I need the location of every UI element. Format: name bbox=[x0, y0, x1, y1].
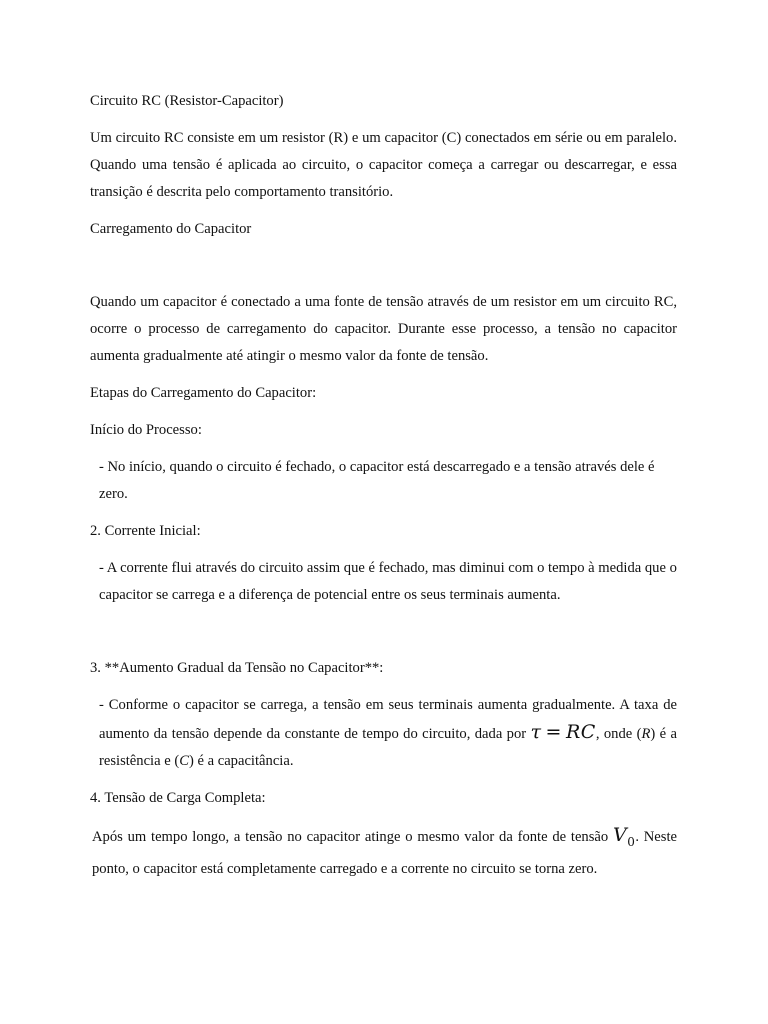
var-r: R bbox=[641, 726, 651, 742]
steps-heading: Etapas do Carregamento do Capacitor: bbox=[90, 385, 317, 401]
step1-heading: Início do Processo: bbox=[90, 422, 202, 438]
step4-body-text-b: . Neste ponto, o capacitor está completamente carregado e a corrente no circuito se torna zero. bbox=[92, 829, 677, 877]
step4-body bbox=[90, 822, 677, 883]
step4-heading: 4. Tensão de Carga Completa: bbox=[90, 790, 266, 806]
v-subscript: 0 bbox=[627, 834, 636, 849]
step2-body: - A corrente flui através do circuito assim que é fechado, mas diminui com o tempo à medida que o capacitor se carrega e a diferença de potencial entre os seus terminais aumenta. bbox=[99, 560, 677, 603]
step3-body-text-b: , onde ( bbox=[595, 726, 642, 742]
equals-symbol: = bbox=[545, 721, 562, 743]
section-heading: Carregamento do Capacitor bbox=[90, 221, 252, 237]
source-voltage-symbol bbox=[612, 824, 636, 849]
step3-body-text-c: ) é a resistência e ( bbox=[99, 726, 677, 769]
tau-symbol: τ bbox=[530, 721, 542, 743]
step2-heading: 2. Corrente Inicial: bbox=[90, 523, 201, 539]
document-title: Circuito RC (Resistor-Capacitor) bbox=[90, 93, 284, 109]
document-page bbox=[90, 88, 677, 883]
step3-body-text-a: - Conforme o capacitor se carrega, a tensão em seus terminais aumenta gradualmente. A taxa de aumento da tensão depende da constante de tempo do circuito, dada por bbox=[99, 697, 677, 742]
var-c: C bbox=[179, 753, 189, 769]
step4-body-text-a: Após um tempo longo, a tensão no capacitor atinge o mesmo valor da fonte de tensão bbox=[92, 829, 609, 845]
time-constant-formula bbox=[531, 721, 596, 743]
section-body-paragraph: Quando um capacitor é conectado a uma fonte de tensão através de um resistor em um circuito RC, ocorre o processo de carregamento do capacitor. Durante esse processo, a tensão no capacitor aumenta gradualmente até atingir o mesmo valor da fonte de tensão. bbox=[90, 294, 677, 364]
step1-body: - No início, quando o circuito é fechado, o capacitor está descarregado e a tensão através dele é zero. bbox=[99, 459, 655, 502]
rc-symbol: RC bbox=[565, 721, 596, 743]
step3-body bbox=[90, 692, 677, 775]
step3-body-text-d: ) é a capacitância. bbox=[188, 753, 294, 769]
v-symbol: V bbox=[612, 824, 628, 846]
intro-paragraph: Um circuito RC consiste em um resistor (R) e um capacitor (C) conectados em série ou em paralelo. Quando uma tensão é aplicada ao circuito, o capacitor começa a carregar ou descarregar, e essa transição é descrita pelo comportamento transitório. bbox=[90, 130, 677, 200]
step3-heading: 3. **Aumento Gradual da Tensão no Capacitor**: bbox=[90, 660, 384, 676]
